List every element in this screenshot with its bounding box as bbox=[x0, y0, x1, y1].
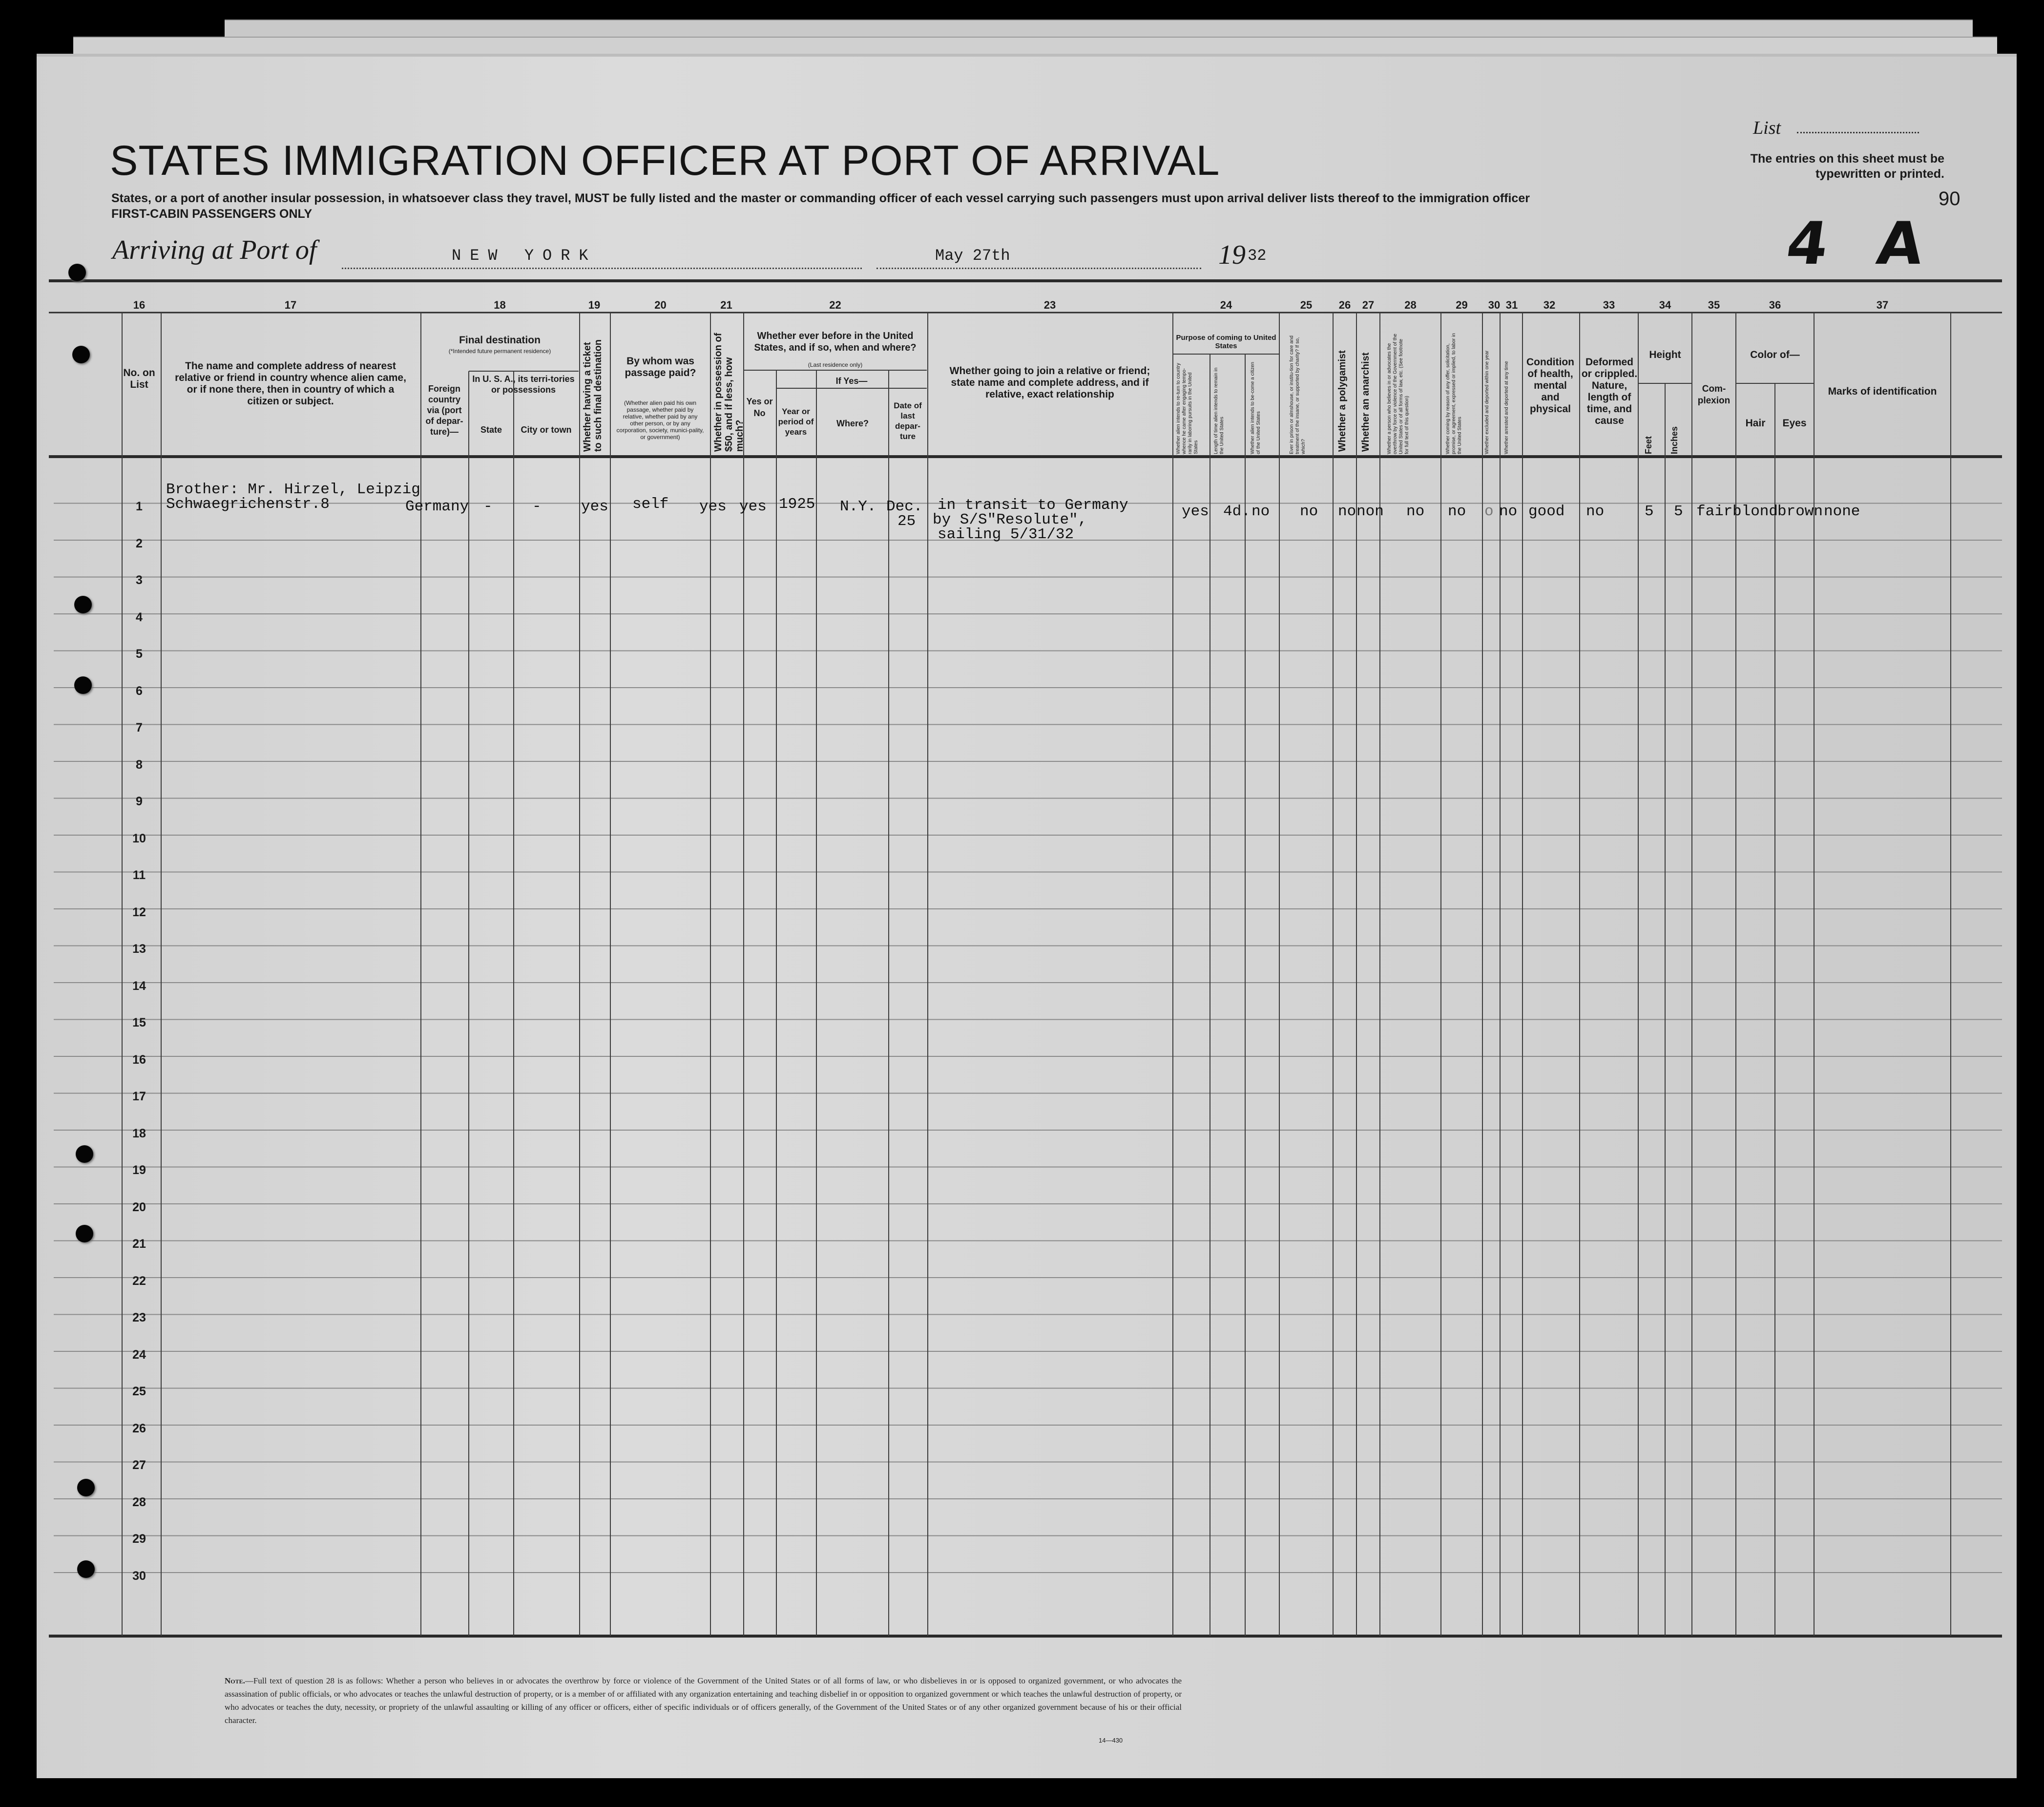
colnum-16: 16 bbox=[133, 299, 146, 311]
entry-ticket: yes bbox=[581, 498, 608, 515]
binding-hole bbox=[76, 1145, 93, 1163]
row-number: 18 bbox=[132, 1126, 146, 1140]
row-number: 14 bbox=[132, 979, 146, 993]
row-number: 25 bbox=[132, 1385, 146, 1398]
header-polygamist: Whether a polygamist bbox=[1337, 350, 1348, 452]
header-eyes: Eyes bbox=[1782, 418, 1807, 429]
entry-join-3: sailing 5/31/32 bbox=[938, 526, 1074, 543]
colnum-29: 29 bbox=[1456, 299, 1468, 311]
header-relative-address: The name and complete address of nearest relative or friend in country whence alien came, or if none there, then in country of which a citizen or subject. bbox=[175, 360, 406, 407]
form-code: 14—430 bbox=[1099, 1737, 1123, 1744]
header-complexion: Com-plexion bbox=[1697, 384, 1731, 406]
entry-state: - bbox=[483, 498, 493, 515]
header-year-period: Year or period of years bbox=[778, 407, 814, 437]
handwritten-mark: 4 A bbox=[1782, 210, 1942, 278]
entry-hair: blond bbox=[1732, 503, 1778, 520]
colnum-36: 36 bbox=[1769, 299, 1781, 311]
colnum-31: 31 bbox=[1505, 299, 1518, 311]
entry-complexion: fair bbox=[1696, 503, 1733, 520]
row-number: 26 bbox=[132, 1421, 146, 1435]
header-join-relative: Whether going to join a relative or friend; state name and complete address, and if relative, exact relationship bbox=[949, 365, 1150, 400]
date-value: May 27th bbox=[935, 247, 1010, 265]
colnum-18: 18 bbox=[494, 299, 506, 311]
colnum-28: 28 bbox=[1404, 299, 1417, 311]
entry-deported-1: o bbox=[1484, 503, 1494, 520]
header-excluded-deported: Whether excluded and deported within one year bbox=[1484, 350, 1490, 454]
colnum-37: 37 bbox=[1876, 299, 1889, 311]
colnum-26: 26 bbox=[1338, 299, 1351, 311]
header-in-usa: In U. S. A., its terri-tories or possessions bbox=[472, 374, 575, 395]
entry-year: 1925 bbox=[779, 496, 815, 513]
entry-paid-by: self bbox=[632, 496, 669, 513]
binding-hole bbox=[74, 596, 92, 613]
row-number: 2 bbox=[136, 536, 143, 550]
page-title: STATES IMMIGRATION OFFICER AT PORT OF ARRIVAL bbox=[110, 137, 1220, 184]
header-purpose-return: Whether alien intends to re-turn to country whence he came after engaging tempo-rarily in laboring pursuits in the United States bbox=[1176, 363, 1199, 454]
binding-hole bbox=[77, 1560, 95, 1578]
sheet-number: 90 bbox=[1939, 188, 1961, 210]
colnum-17: 17 bbox=[284, 299, 297, 311]
header-yes-no: Yes or No bbox=[746, 397, 773, 418]
entries-note: The entries on this sheet must be typewritten or printed. bbox=[1750, 152, 1944, 181]
header-anarchist: Whether an anarchist bbox=[1360, 352, 1371, 452]
row-number: 15 bbox=[132, 1016, 146, 1030]
header-passage-paid-note: (Whether alien paid his own passage, whether paid by relative, whether paid by any other person, or by any corporation, society, munici-pality, or government) bbox=[616, 399, 704, 441]
passenger-class-label: FIRST-CABIN PASSENGERS ONLY bbox=[111, 207, 313, 221]
header-date-departure: Date of last depar-ture bbox=[894, 401, 922, 441]
header-health: Condition of health, mental and physical bbox=[1526, 357, 1574, 415]
entry-eyes: brown bbox=[1777, 503, 1823, 520]
header-hair: Hair bbox=[1745, 418, 1766, 429]
entry-labor-offer: no bbox=[1448, 503, 1466, 520]
colnum-32: 32 bbox=[1543, 299, 1556, 311]
row-number: 12 bbox=[132, 905, 146, 919]
entry-inches: 5 bbox=[1674, 503, 1683, 520]
arriving-label: Arriving at Port of bbox=[112, 235, 317, 265]
footer-note-text: —Full text of question 28 is as follows: Whether a person who believes in or advocates the overthrow by force or violence of the Government of the United States or of all forms of law, or who disbelieves in or is opposed to organized government, or who advocates the assassination of public officials, or who advocates or teaches the unlawful destruction of property, or is a member of or affiliated with any organization entertaining and teaching disbelief in or opposition to organized government or which teaches the unlawful destruction of property, or who advocates or teaches the duty, necessity, or propriety of the unlawful assaulting or killing of any officer or officers, either of specific individuals or of officers generally, of the Government of the United States or of any other organized government because of his or their official character. bbox=[225, 1676, 1182, 1725]
row-number: 6 bbox=[136, 684, 143, 698]
entry-prison: no bbox=[1300, 503, 1318, 520]
row-number: 1 bbox=[136, 500, 143, 513]
binding-hole bbox=[77, 1479, 95, 1496]
entry-date-departure-2: 25 bbox=[897, 513, 916, 530]
colnum-20: 20 bbox=[654, 299, 667, 311]
entry-deformed: no bbox=[1586, 503, 1605, 520]
header-prison: Ever in prison or almshouse, or institu-tion for care and treatment of the insane, or supported by charity? If so, which? bbox=[1289, 336, 1306, 454]
row-number: 23 bbox=[132, 1311, 146, 1324]
entry-citizen: no bbox=[1251, 503, 1270, 520]
footer-note bbox=[225, 1674, 1182, 1727]
row-number: 11 bbox=[132, 868, 146, 882]
entry-foreign-country: Germany bbox=[405, 498, 469, 515]
header-if-yes: If Yes— bbox=[835, 376, 868, 386]
entry-date-departure-1: Dec. bbox=[886, 498, 923, 515]
header-labor-offer: Whether coming by reason of any offer, solicitation, promise, or agreement, expressed or implied, to labor in the United States bbox=[1445, 333, 1462, 454]
entry-polygamist: no bbox=[1338, 503, 1356, 520]
entry-where: N.Y. bbox=[840, 498, 876, 515]
header-feet: Feet bbox=[1644, 436, 1653, 454]
header-final-destination-note: (*Intended future permanent residence) bbox=[448, 348, 551, 355]
colnum-19: 19 bbox=[588, 299, 601, 311]
header-before-in-us-note: (Last residence only) bbox=[808, 361, 863, 368]
row-number: 4 bbox=[136, 610, 143, 624]
colnum-34: 34 bbox=[1659, 299, 1671, 311]
header-foreign-country: Foreign country via (port of depar-ture)— bbox=[425, 384, 463, 437]
row-number: 28 bbox=[132, 1495, 146, 1509]
entry-relative-line1: Brother: Mr. Hirzel, Leipzig bbox=[166, 481, 420, 498]
binding-hole bbox=[76, 1225, 93, 1242]
row-number: 24 bbox=[132, 1347, 146, 1362]
year-prefix: 19 bbox=[1218, 240, 1246, 270]
entry-anarchist: non bbox=[1356, 503, 1384, 520]
colnum-24: 24 bbox=[1220, 299, 1232, 311]
colnum-25: 25 bbox=[1300, 299, 1313, 311]
entry-purpose-return: yes bbox=[1182, 503, 1209, 520]
row-number: 8 bbox=[136, 757, 143, 772]
colnum-35: 35 bbox=[1708, 299, 1720, 311]
binding-hole bbox=[72, 346, 90, 363]
footer-note-label: Note. bbox=[225, 1676, 245, 1685]
row-number: 27 bbox=[132, 1458, 146, 1472]
row-number: 30 bbox=[132, 1569, 146, 1583]
binding-hole bbox=[74, 676, 92, 694]
header-where: Where? bbox=[836, 419, 869, 428]
row-number: 16 bbox=[132, 1052, 146, 1067]
page-subtitle: States, or a port of another insular possession, in whatsoever class they travel, MUST be fully listed and the master or commanding officer of each vessel carrying such passengers must upon arrival deliver lists thereof to the immigration officer bbox=[111, 191, 1530, 205]
row-number: 3 bbox=[136, 573, 143, 587]
colnum-22: 22 bbox=[829, 299, 841, 311]
entry-relative-line2: Schwaegrichenstr.8 bbox=[166, 496, 330, 513]
header-city: City or town bbox=[521, 425, 572, 435]
binding-hole bbox=[68, 264, 86, 281]
row-number: 20 bbox=[132, 1200, 146, 1214]
port-value: NEW YORK bbox=[452, 247, 597, 265]
header-inches: Inches bbox=[1669, 426, 1679, 454]
colnum-30: 30 bbox=[1488, 299, 1501, 311]
colnum-33: 33 bbox=[1603, 299, 1615, 311]
row-lines bbox=[54, 504, 2002, 1573]
header-arrested-deported: Whether arrested and deported at any time bbox=[1504, 361, 1509, 454]
header-purpose-citizen: Whether alien intends to be-come a citizen of the United States bbox=[1250, 362, 1261, 454]
row-number: 13 bbox=[132, 942, 146, 956]
entry-money: yes bbox=[699, 498, 727, 515]
list-label: List bbox=[1753, 118, 1781, 138]
row-number: 7 bbox=[136, 721, 143, 735]
row-number: 21 bbox=[132, 1237, 146, 1251]
header-money: Whether in possession of $50, and if less, how much? bbox=[713, 333, 745, 452]
header-overthrow: Whether a person who believes in or advocates the overthrow by force or violence of the Government of the United States or of all forms of law, etc. (See footnote for full text of this question) bbox=[1387, 334, 1410, 454]
header-state: State bbox=[480, 425, 502, 435]
colnum-23: 23 bbox=[1043, 299, 1056, 311]
year-value: 32 bbox=[1248, 247, 1267, 265]
header-deformed: Deformed or crippled. Nature, length of time, and cause bbox=[1581, 357, 1638, 426]
row-number: 5 bbox=[136, 647, 143, 661]
entry-overthrow: no bbox=[1406, 503, 1425, 520]
header-ticket: Whether having a ticket to such final destination bbox=[582, 339, 604, 452]
header-purpose-length: Length of time alien intends to remain in the United States bbox=[1213, 367, 1225, 454]
row-number: 10 bbox=[132, 831, 146, 845]
entry-length-stay: 4d. bbox=[1223, 503, 1251, 520]
row-number: 19 bbox=[132, 1163, 146, 1177]
header-color-of: Color of— bbox=[1750, 349, 1800, 360]
entry-join-2: by S/S"Resolute", bbox=[933, 511, 1087, 528]
entry-marks: none bbox=[1824, 503, 1860, 520]
colnum-27: 27 bbox=[1362, 299, 1375, 311]
header-marks: Marks of identification bbox=[1828, 386, 1937, 397]
header-final-destination: Final destination bbox=[459, 335, 541, 346]
entry-deported-2: no bbox=[1499, 503, 1518, 520]
entry-feet: 5 bbox=[1645, 503, 1654, 520]
entry-join-1: in transit to Germany bbox=[938, 497, 1128, 514]
row-number: 22 bbox=[132, 1274, 146, 1288]
header-height: Height bbox=[1649, 349, 1681, 360]
entry-health: good bbox=[1528, 503, 1565, 520]
entry-city: - bbox=[532, 498, 542, 515]
row-number: 17 bbox=[132, 1090, 146, 1103]
row-number: 9 bbox=[136, 795, 143, 808]
header-no-on-list: No. on List bbox=[123, 367, 155, 390]
header-passage-paid: By whom was passage paid? bbox=[625, 356, 696, 378]
colnum-21: 21 bbox=[720, 299, 732, 311]
row-number: 29 bbox=[132, 1532, 146, 1546]
entry-before-in-us: yes bbox=[739, 498, 767, 515]
header-purpose: Purpose of coming to United States bbox=[1176, 334, 1276, 350]
header-before-in-us: Whether ever before in the United States, and if so, when and where? bbox=[754, 331, 917, 353]
